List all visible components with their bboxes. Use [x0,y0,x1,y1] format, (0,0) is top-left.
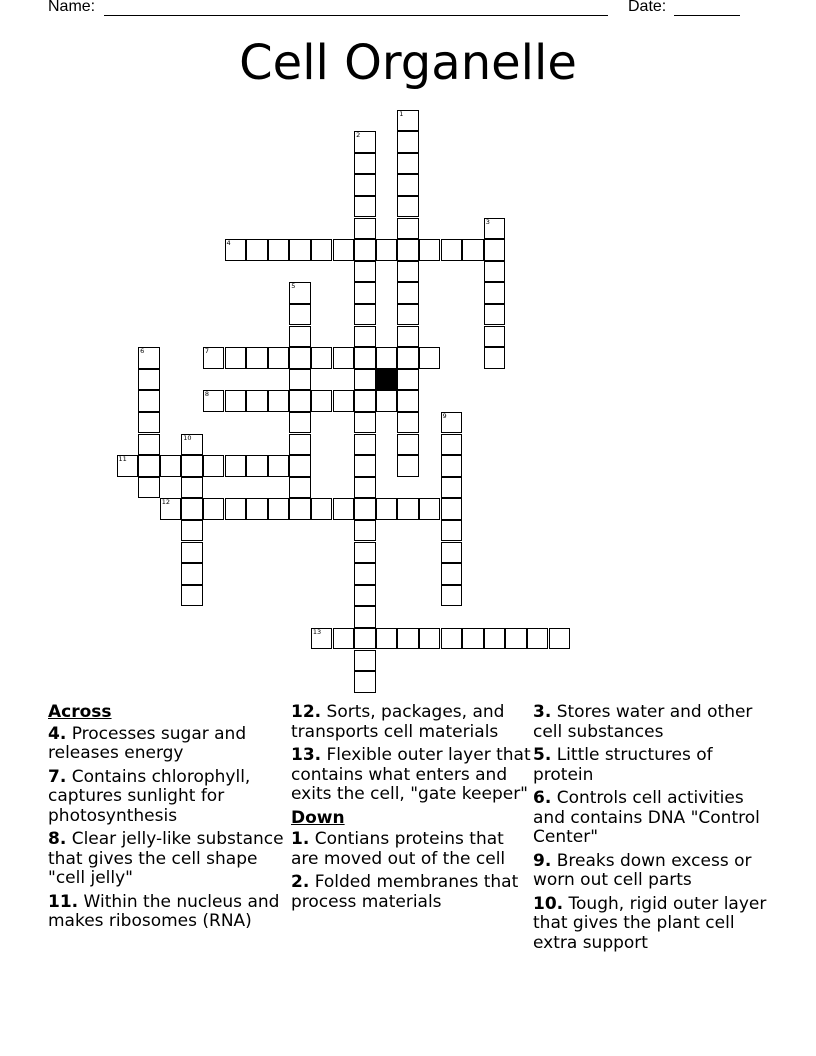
grid-cell[interactable] [397,434,419,456]
grid-cell[interactable] [289,326,311,348]
across-heading: Across [48,702,112,722]
grid-cell[interactable] [354,628,376,650]
grid-cell[interactable] [289,369,311,391]
grid-cell[interactable] [354,326,376,348]
grid-cell[interactable] [203,498,225,520]
grid-cell[interactable] [203,347,225,369]
grid-cell[interactable] [419,498,441,520]
clue-number: 11 [118,455,127,464]
grid-cell[interactable] [354,455,376,477]
grid-cell[interactable] [484,628,506,650]
grid-cell[interactable] [268,347,290,369]
clue-number: 10 [183,433,192,442]
grid-cell[interactable] [354,304,376,326]
grid-cell[interactable] [268,239,290,261]
name-label: Name: [48,0,96,15]
black-cell [376,369,398,391]
grid-cell[interactable] [333,239,355,261]
grid-cell[interactable] [354,606,376,628]
grid-cell[interactable] [505,628,527,650]
grid-cell[interactable] [333,498,355,520]
clue-across-8: 8. Clear jelly-like substance that gives the cell shape "cell jelly" [48,829,284,888]
grid-cell[interactable] [376,239,398,261]
grid-cell[interactable] [419,239,441,261]
clue-number: 12 [161,498,170,507]
grid-cell[interactable] [397,628,419,650]
grid-cell[interactable] [527,628,549,650]
grid-cell[interactable] [333,347,355,369]
clue-number: 7 [204,347,210,356]
grid-cell[interactable] [354,369,376,391]
grid-cell[interactable] [441,412,463,434]
grid-cell[interactable] [181,563,203,585]
grid-cell[interactable] [181,477,203,499]
grid-cell[interactable] [441,563,463,585]
clue-across-12: 12. Sorts, packages, and transports cell materials [291,702,505,742]
clue-number: 4 [226,239,231,248]
grid-cell[interactable] [397,455,419,477]
clue-column-2 [291,703,531,916]
grid-cell[interactable] [397,218,419,240]
grid-cell[interactable] [354,390,376,412]
grid-cell[interactable] [181,498,203,520]
grid-cell[interactable] [354,218,376,240]
clue-number: 6 [140,347,145,356]
grid-cell[interactable] [246,498,268,520]
grid-cell[interactable] [376,390,398,412]
grid-cell[interactable] [376,347,398,369]
grid-cell[interactable] [354,671,376,693]
grid-cell[interactable] [397,304,419,326]
grid-cell[interactable] [397,196,419,218]
grid-cell[interactable] [397,412,419,434]
grid-cell[interactable] [484,304,506,326]
grid-cell[interactable] [354,498,376,520]
grid-cell[interactable] [225,498,247,520]
grid-cell[interactable] [397,282,419,304]
grid-cell[interactable] [246,455,268,477]
grid-cell[interactable] [549,628,571,650]
grid-cell[interactable] [138,455,160,477]
grid-cell[interactable] [419,628,441,650]
grid-cell[interactable] [289,282,311,304]
grid-cell[interactable] [397,390,419,412]
clue-down-5: 5. Little structures of protein [533,745,713,785]
clue-across-11: 11. Within the nucleus and makes ribosomes (RNA) [48,891,280,931]
grid-cell[interactable] [441,434,463,456]
grid-cell[interactable] [441,498,463,520]
grid-cell[interactable] [311,239,333,261]
grid-cell[interactable] [397,498,419,520]
page-title: Cell Organelle [239,35,577,91]
grid-cell[interactable] [484,218,506,240]
clue-across-4: 4. Processes sugar and releases energy [48,723,247,763]
grid-cell[interactable] [484,261,506,283]
grid-cell[interactable] [354,131,376,153]
grid-cell[interactable] [484,326,506,348]
clue-number: 1 [399,109,404,118]
grid-cell[interactable] [289,455,311,477]
grid-cell[interactable] [441,455,463,477]
grid-cell[interactable] [397,326,419,348]
grid-cell[interactable] [354,412,376,434]
grid-cell[interactable] [354,563,376,585]
grid-cell[interactable] [354,196,376,218]
grid-cell[interactable] [397,174,419,196]
grid-cell[interactable] [441,239,463,261]
grid-cell[interactable] [138,434,160,456]
grid-cell[interactable] [354,347,376,369]
clue-across-13: 13. Flexible outer layer that contains what enters and exits the cell, "gate keeper" [291,745,531,804]
grid-cell[interactable] [289,477,311,499]
grid-cell[interactable] [138,369,160,391]
grid-cell[interactable] [225,347,247,369]
down-heading: Down [291,807,345,828]
grid-cell[interactable] [376,498,398,520]
clue-number: 2 [356,131,361,140]
grid-cell[interactable] [181,520,203,542]
grid-cell[interactable] [484,282,506,304]
grid-cell[interactable] [181,542,203,564]
clue-number: 13 [312,627,322,636]
grid-cell[interactable] [441,520,463,542]
grid-cell[interactable] [160,455,182,477]
grid-cell[interactable] [311,390,333,412]
grid-cell[interactable] [441,477,463,499]
grid-cell[interactable] [246,239,268,261]
grid-cell[interactable] [289,304,311,326]
grid-cell[interactable] [462,239,484,261]
grid-cell[interactable] [354,282,376,304]
grid-cell[interactable] [397,239,419,261]
grid-cell[interactable] [138,477,160,499]
grid-cell[interactable] [354,434,376,456]
clue-down-2: 2. Folded membranes that process materials [291,872,519,912]
grid-cell[interactable] [354,650,376,672]
clue-column-1 [48,703,288,936]
grid-cell[interactable] [354,153,376,175]
grid-cell[interactable] [354,585,376,607]
grid-cell[interactable] [441,628,463,650]
grid-cell[interactable] [354,239,376,261]
grid-cell[interactable] [160,498,182,520]
grid-cell[interactable] [117,455,139,477]
grid-cell[interactable] [397,347,419,369]
grid-cell[interactable] [268,390,290,412]
clue-number: 3 [485,217,490,226]
clue-number: 9 [442,411,447,420]
grid-cell[interactable] [397,153,419,175]
grid-cell[interactable] [333,628,355,650]
grid-cell[interactable] [138,347,160,369]
grid-cell[interactable] [181,455,203,477]
grid-cell[interactable] [203,390,225,412]
grid-cell[interactable] [246,347,268,369]
clue-down-3: 3. Stores water and other cell substances [533,702,753,742]
grid-cell[interactable] [225,239,247,261]
grid-cell[interactable] [333,390,355,412]
grid-cell[interactable] [289,498,311,520]
grid-cell[interactable] [354,542,376,564]
grid-cell[interactable] [484,239,506,261]
grid-cell[interactable] [484,347,506,369]
grid-cell[interactable] [181,434,203,456]
grid-cell[interactable] [311,498,333,520]
clue-number: 5 [291,282,296,291]
grid-cell[interactable] [354,174,376,196]
grid-cell[interactable] [289,347,311,369]
grid-cell[interactable] [462,628,484,650]
clue-across-7: 7. Contains chlorophyll, captures sunlight for photosynthesis [48,766,251,826]
clue-column-3 [533,703,773,957]
clue-down-9: 9. Breaks down excess or worn out cell parts [533,850,752,890]
grid-cell[interactable] [441,585,463,607]
grid-cell[interactable] [354,520,376,542]
date-label: Date: [628,0,667,15]
clue-down-6: 6. Controls cell activities and contains DNA "Control Center" [533,788,760,847]
grid-cell[interactable] [397,369,419,391]
grid-cell[interactable] [246,390,268,412]
grid-cell[interactable] [311,347,333,369]
grid-cell[interactable] [289,412,311,434]
grid-cell[interactable] [397,261,419,283]
grid-cell[interactable] [203,455,225,477]
grid-cell[interactable] [311,628,333,650]
grid-cell[interactable] [225,455,247,477]
grid-cell[interactable] [289,239,311,261]
grid-cell[interactable] [376,628,398,650]
grid-cell[interactable] [268,455,290,477]
grid-cell[interactable] [138,390,160,412]
grid-cell[interactable] [354,261,376,283]
grid-cell[interactable] [441,542,463,564]
grid-cell[interactable] [268,498,290,520]
grid-cell[interactable] [397,131,419,153]
grid-cell[interactable] [289,434,311,456]
clue-down-10: 10. Tough, rigid outer layer that gives the plant cell extra support [533,893,767,953]
grid-cell[interactable] [354,477,376,499]
grid-cell[interactable] [138,412,160,434]
grid-cell[interactable] [181,585,203,607]
grid-cell[interactable] [419,347,441,369]
grid-cell[interactable] [225,390,247,412]
grid-cell[interactable] [289,390,311,412]
clue-number: 8 [204,390,210,399]
grid-cell[interactable] [397,110,419,132]
clue-down-1: 1. Contians proteins that are moved out of the cell [291,829,506,869]
